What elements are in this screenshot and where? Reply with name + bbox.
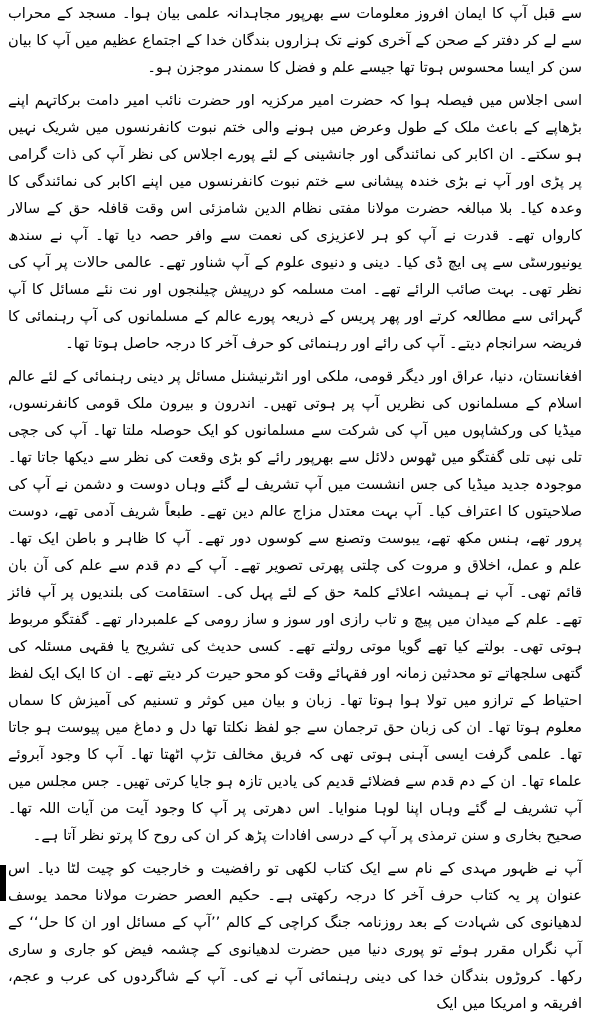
paragraph-2: اسی اجلاس میں فیصلہ ہوا کہ حضرت امیر مرکزیہ اور حضرت نائب امیر دامت برکاتہم اپنے بڑھاپے کے باعث ملک کے طول وعرض میں ہونے والی ختم نبوت کانفرنسوں میں شریک نہیں ہو سکتے۔ ان اکابر کی نمائندگی اور جانشینی کے لئے پورے اجلاس کی نظر آپ کی ذات گرامی پر پڑی اور آپ نے بڑی خندہ پیشانی سے ختم نبوت کانفرنسوں میں اپنے اکابر کی نمائندگی کا وعدہ کیا۔ بلا مبالغہ حضرت مولانا مفتی نظام الدین شامزئی اس وقت قافلہ حق کے سالار کارواں تھے۔ قدرت نے آپ کو ہر لاعزیزی کی نعمت سے وافر حصہ دیا تھا۔ آپ نے سندھ یونیورسٹی سے پی ایچ ڈی کیا۔ دینی و دنیوی علوم کے آپ شناور تھے۔ عالمی حالات پر آپ کی نظر تھی۔ بہت صائب الرائے تھے۔ امت مسلمہ کو درپیش چیلنجوں اور نت نئے مسائل کا آپ گہرائی سے مطالعہ کرتے اور پھر پریس کے ذریعہ پورے عالم کے مسلمانوں کی آپ رہنمائی کا فریضہ سرانجام دیتے۔ آپ کی رائے اور رہنمائی کو حرف آخر کا درجہ حاصل ہوتا تھا۔ xyxy=(8,92,582,352)
paragraph-1: سے قبل آپ کا ایمان افروز معلومات سے بھرپور مجاہدانہ علمی بیان ہوا۔ مسجد کے محراب سے لے کر دفتر کے صحن کے آخری کونے تک ہزاروں بندگان خدا کے اجتماع عظیم میں آپ کا بیان سن کر ایسا محسوس ہوتا تھا جیسے علم و فضل کا سمندر موجزن ہو۔ xyxy=(8,5,582,76)
paragraph-3: افغانستان، دنیا، عراق اور دیگر قومی، ملکی اور انٹرنیشنل مسائل پر دینی رہنمائی کے لئے عالم اسلام کے مسلمانوں کی نظریں آپ پر ہوتی تھیں۔ اندرون و بیرون ملک قومی کانفرنسوں، میڈیا کی ورکشاپوں میں آپ کی شرکت سے مسلمانوں کو ایک حوصلہ ملتا تھا۔ آپ کی جچی تلی نپی تلی گفتگو میں ٹھوس دلائل سے بھرپور رائے کو بڑی وقعت کی نظر سے دیکھا جاتا تھا۔ موجودہ جدید میڈیا کی جس انشست میں آپ تشریف لے گئے وہاں دوست و دشمن نے آپ کی صلاحیتوں کا اعتراف کیا۔ آپ بہت معتدل مزاج عالم دین تھے۔ طبعاً شریف آدمی تھے، دوست پرور تھے، ہنس مکھ تھے، یبوست وتصنع سے کوسوں دور تھے۔ آپ کا ظاہر و باطن ایک تھا۔ علم و عمل، اخلاق و مروت کی چلتی پھرتی تصویر تھے۔ آپ کے دم قدم سے علم کی آن بان قائم تھی۔ آپ نے ہمیشہ اعلائے کلمۃ حق کے لئے پہل کی۔ استقامت کی بلندیوں پر آپ فائز تھے۔ علم کے میدان میں پیچ و تاب رازی اور سوز و ساز رومی کے علمبردار تھے۔ گفتگو مربوط ہوتی تھی۔ بولتے کیا تھے گویا موتی رولتے تھے۔ کسی حدیث کی تشریح یا فقہی مسئلہ کی گتھی سلجھاتے تو محدثین زمانہ اور فقہائے وقت کو محو حیرت کر دیتے تھے۔ ان کا ایک ایک لفظ احتیاط کے ترازو میں تولا ہوا ہوتا تھا۔ زبان و بیان میں کوثر و تسنیم کی آمیزش کا سماں معلوم ہوتا تھا۔ ان کی زبان حق ترجمان سے جو لفظ نکلتا تھا دل و دماغ میں پیوست ہو جاتا تھا۔ علمی گرفت ایسی آہنی ہوتی تھی کہ فریق مخالف تڑپ اٹھتا تھا۔ آپ کا وجود آبروئے علماء تھا۔ ان کے دم قدم سے فضلائے قدیم کی یادیں تازہ ہو جایا کرتی تھیں۔ جس مجلس میں آپ تشریف لے گئے وہاں اپنا لوہا منوایا۔ اس دھرتی پر آپ کا وجود آیت من آیات اللہ تھا۔ صحیح بخاری و سنن ترمذی پر آپ کے درسی افادات پڑھ کر ان کی روح کا پرتو نظر آتا ہے۔ xyxy=(8,368,582,844)
scan-edge-mark xyxy=(0,865,6,901)
paragraph-4: آپ نے ظہور مہدی کے نام سے ایک کتاب لکھی تو رافضیت و خارجیت کو چیت لٹا دیا۔ اس عنوان پر یہ کتاب حرف آخر کا درجہ رکھتی ہے۔ حکیم العصر حضرت مولانا محمد یوسف لدھیانوی کی شہادت کے بعد روزنامہ جنگ کراچی کے کالم ’’آپ کے مسائل اور ان کا حل‘‘ کے آپ نگراں مقرر ہوئے تو پوری دنیا میں حضرت لدھیانوی کے چشمہ فیض کو جاری و ساری رکھا۔ کروڑوں بندگان خدا کی دینی رہنمائی آپ نے کی۔ آپ کے شاگردوں کی عرب و عجم، افریقہ و امریکا میں ایک xyxy=(8,860,582,1012)
